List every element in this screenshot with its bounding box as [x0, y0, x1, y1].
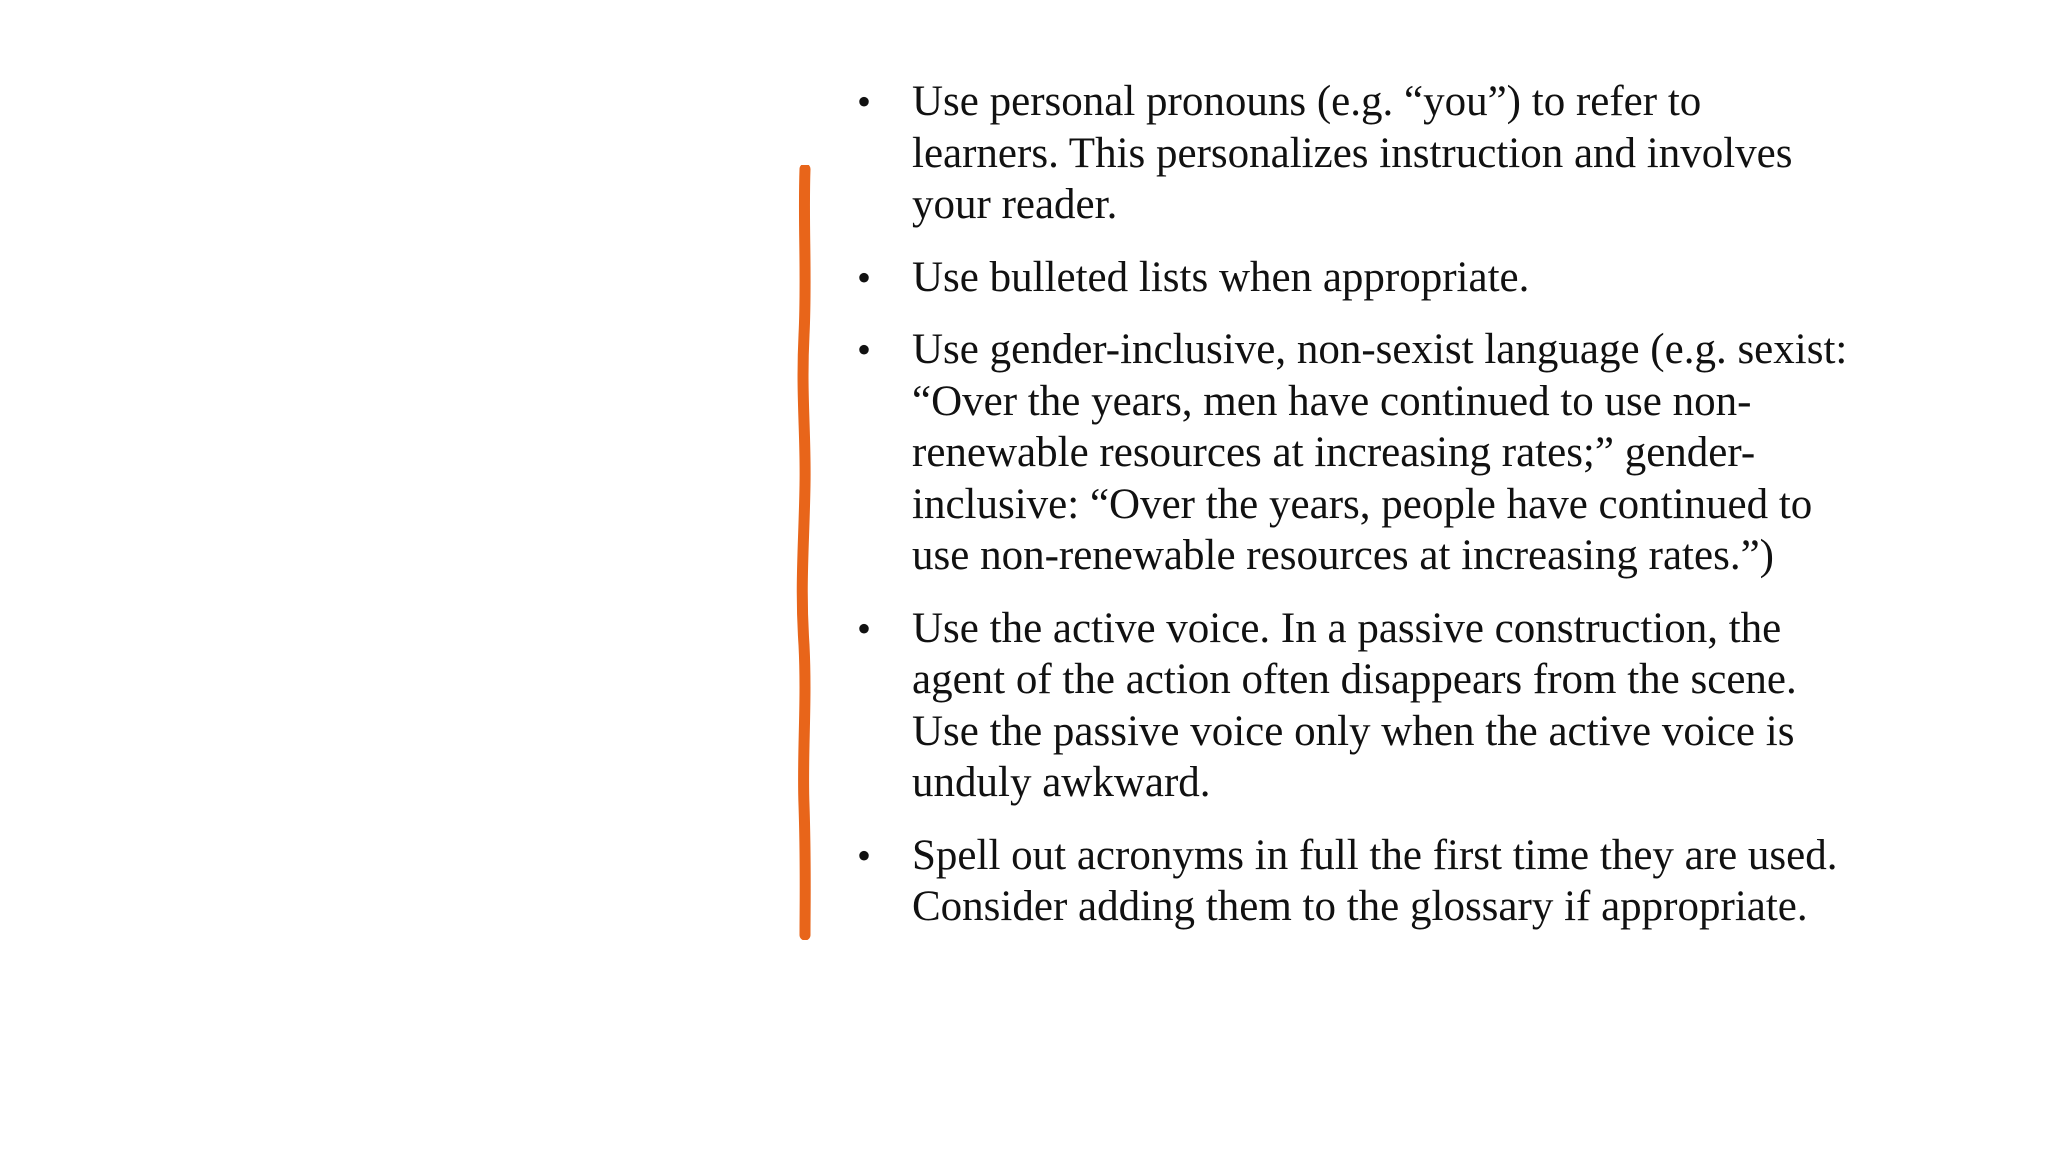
bullet-text: Use the active voice. In a passive construction, the agent of the action often disappears from the scene. Use the passive voice only when the active voice is unduly awkward.	[912, 604, 1797, 806]
bullet-dot-icon: •	[856, 79, 871, 124]
bullet-text: Use gender-inclusive, non-sexist language (e.g. sexist: “Over the years, men have continued to use non- renewable resources at increasing rates;” gender- inclusive: “Over the years, people have continued to use non-renewable resources at increasing rates.”)	[912, 326, 1848, 579]
list-item	[856, 324, 1922, 582]
guidelines-bullet-list	[856, 76, 1922, 954]
list-item	[856, 830, 1922, 933]
bullet-text: Use bulleted lists when appropriate.	[912, 253, 1530, 301]
bullet-text: Spell out acronyms in full the first time they are used. Consider adding them to the glossary if appropriate.	[912, 831, 1838, 930]
bullet-dot-icon: •	[856, 254, 871, 300]
list-item	[856, 76, 1922, 231]
accent-line-stroke	[802, 169, 805, 935]
bullet-dot-icon: •	[856, 832, 871, 878]
bullet-dot-icon: •	[856, 605, 871, 651]
accent-vertical-line	[790, 165, 820, 940]
list-item	[856, 252, 1922, 304]
list-item	[856, 603, 1922, 809]
bullet-text: Use personal pronouns (e.g. “you”) to refer to learners. This personalizes instruction and involves your reader.	[912, 78, 1793, 228]
bullet-dot-icon: •	[856, 327, 871, 372]
